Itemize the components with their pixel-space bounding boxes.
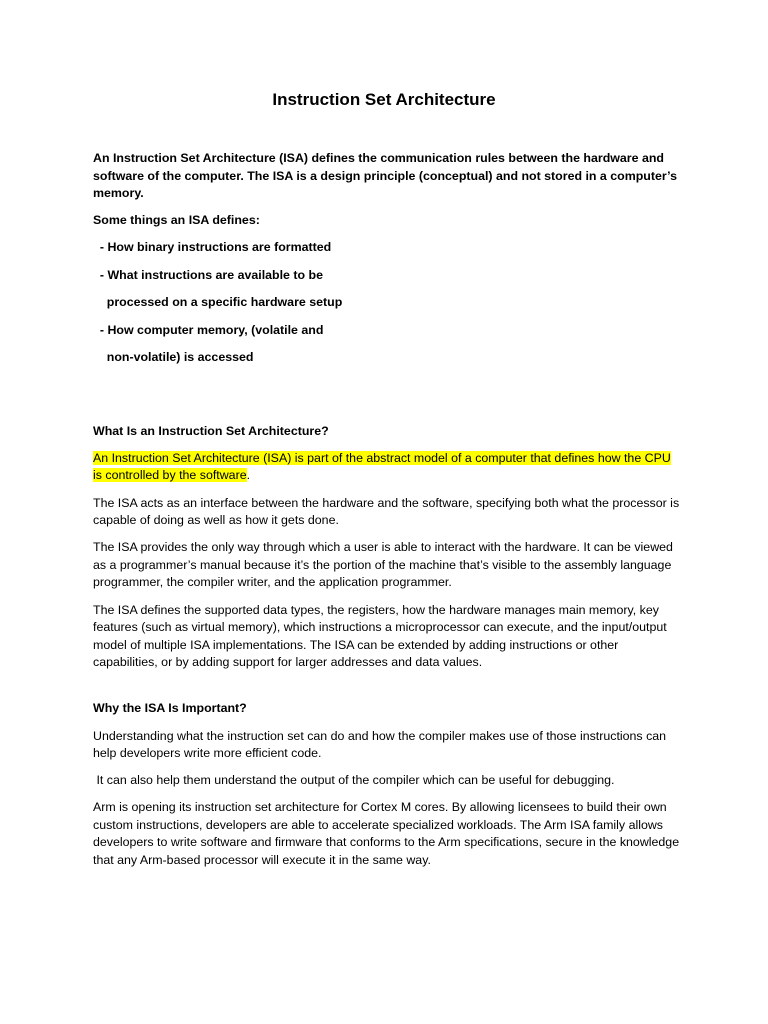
paragraph: The ISA provides the only way through which a user is able to interact with the hardware. It can be viewed as a programmer’s manual because it’s the portion of the machine that’s visible to the assembly language programmer, the compiler writer, and the application programmer.	[93, 540, 673, 590]
paragraph: Arm is opening its instruction set architecture for Cortex M cores. By allowing licensees to build their own custom instructions, developers are able to accelerate specialized workloads. The Arm ISA family allows developers to write software and firmware that conforms to the Arm specifications, secure in the knowledge that any Arm-based processor will execute it in the same way.	[93, 800, 680, 868]
section-heading-what-is-isa: What Is an Instruction Set Architecture?	[93, 423, 329, 438]
section-heading-why-important: Why the ISA Is Important?	[93, 701, 247, 716]
paragraph: The ISA acts as an interface between the hardware and the software, specifying both what the processor is capable of doing as well as how it gets done.	[93, 495, 680, 528]
list-item: - How binary instructions are formatted	[93, 240, 332, 255]
highlighted-text-end: .	[246, 468, 251, 483]
paragraph: It can also help them understand the output of the compiler which can be useful for debugging.	[93, 773, 615, 788]
list-item: - How computer memory, (volatile and	[93, 322, 324, 337]
list-item: - What instructions are available to be	[93, 267, 323, 282]
document-title: Instruction Set Architecture	[272, 90, 496, 109]
intro-paragraph: An Instruction Set Architecture (ISA) defines the communication rules between the hardware and software of the computer. The ISA is a design principle (conceptual) and not stored in a computer’s memory.	[93, 151, 678, 201]
paragraph: The ISA defines the supported data types, the registers, how the hardware manages main memory, key features (such as virtual memory), which instructions a microprocessor can execute, and the input/output model of multiple ISA implementations. The ISA can be extended by adding instructions or other capabilities, or by adding support for larger addresses and data values.	[93, 602, 667, 670]
list-intro: Some things an ISA defines:	[93, 213, 260, 228]
document-body	[93, 150, 683, 879]
paragraph: Understanding what the instruction set can do and how the compiler makes use of those instructions can help developers write more efficient code.	[93, 728, 667, 761]
list-item: non-volatile) is accessed	[93, 350, 254, 365]
highlighted-definition	[93, 450, 683, 485]
list-item: processed on a specific hardware setup	[93, 295, 343, 310]
isa-defines-list	[93, 239, 683, 367]
highlighted-text: An Instruction Set Architecture (ISA) is part of the abstract model of a computer that defines how the CPU is controlled by the software	[93, 450, 671, 483]
